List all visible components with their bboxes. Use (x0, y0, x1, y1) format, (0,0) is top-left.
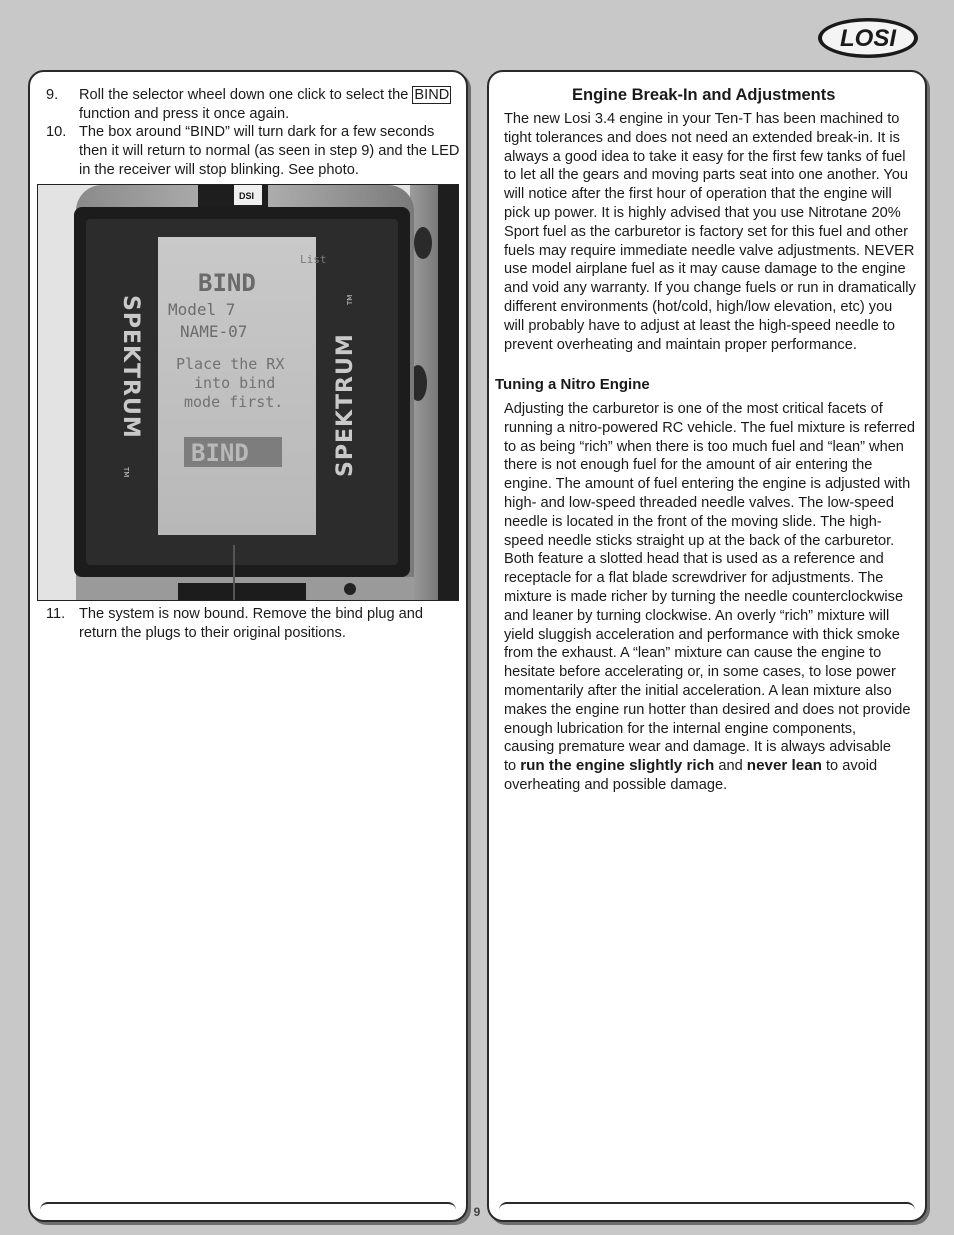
step-text: Roll the selector wheel down one click to select the BIND function and press it once again. (79, 87, 450, 122)
screen-title: BIND (198, 269, 256, 297)
transmitter-bind-photo (37, 184, 459, 601)
tuning-paragraph: Adjusting the carburetor is one of the most critical facets of running a nitro-powered RC vehicle. The fuel mixture is referred to as being “rich” when there is too much fuel and “lean” when there is not enough fuel for the amount of air entering the engine. The amount of fuel entering the engine is adjusted with high- and low-speed threaded needle valves. The low-speed needle is located in the front of the moving slide. The high- speed needle sticks straight up at the back of the carburetor. Both feature a slotted head that is used as a reference and receptacle for a flat blade screwdriver for adjustments. The mixture is made richer by turning the needle counterclockwise and leaner by turning clockwise. An overly “rich” mixture will yield sluggish acceleration and performance with thick smoke from the exhaust. A “lean” mixture can cause the engine to hesitate before accelerating or, in some cases, to lose power momentarily after the initial acceleration. A lean mixture also makes the engine run hotter than desired and does not provide enough lubrication for the internal engine components, causing premature wear and damage. It is always advisable to run the engine slightly rich and never lean to avoid overheating and possible damage. (504, 400, 920, 795)
transmitter-illustration (38, 185, 459, 601)
selector-dial-icon (414, 227, 432, 259)
losi-logo (816, 14, 920, 60)
screen-bind-option: BIND (191, 439, 249, 467)
screen-model: Model 7 (168, 300, 236, 319)
left-panel-footer-rule (40, 1202, 456, 1210)
screen-instruction-3: mode first. (184, 393, 284, 411)
page-number: 9 (473, 1205, 481, 1219)
intro-paragraph: The new Losi 3.4 engine in your Ten-T has been machined to tight tolerances and does not need an extended break-in. It is always a good idea to take it easy for the first few tanks of fuel to let all the gears and moving parts seat into one another. You will notice after the first hour of operation that the engine will pick up power. It is highly advised that you use Nitrotane 20% Sport fuel as the carburetor is factory set for this fuel and other fuels may require immediate needle valve adjustments. NEVER use model airplane fuel as it may cause damage to the engine and void any warranty. If you change fuels or run in dramatically different environments (hot/cold, high/low elevation, etc) you will probably have to adjust at least the high-speed needle to prevent overheating and maintain proper performance. (504, 111, 916, 353)
closing-line: to run the engine slightly rich and never lean to avoid (504, 757, 878, 775)
list-item-step-9 (46, 86, 460, 124)
screen-instruction-2: into bind (194, 374, 276, 392)
subheading-tuning-nitro-engine: Tuning a Nitro Engine (495, 376, 650, 393)
right-panel-footer-rule (499, 1202, 915, 1210)
emphasis-slightly-rich: run the engine slightly rich (520, 757, 715, 775)
logo-text: LOSI (839, 25, 897, 52)
step-number: 10. (46, 124, 67, 140)
bind-boxed-label: BIND (414, 87, 450, 103)
step-text: The system is now bound. Remove the bind plug and return the plugs to their original positions. (79, 606, 423, 641)
screen-model-name: NAME-07 (180, 322, 248, 341)
step-number: 11. (46, 606, 66, 622)
section-heading-engine-break-in: Engine Break-In and Adjustments (572, 86, 836, 104)
spektrum-label-left: SPEKTRUM (118, 295, 143, 439)
step-number: 9. (46, 87, 59, 103)
step-text: The box around “BIND” will turn dark for a few seconds then it will return to normal (as seen in step 9) and the LED in the receiver will stop blinking. See photo. (79, 124, 460, 178)
list-item-step-11 (46, 605, 460, 643)
dsi-badge: DSI (239, 191, 255, 201)
spektrum-label-right: SPEKTRUM (333, 333, 358, 477)
screen-list-label: List (300, 253, 327, 266)
tm-left: TM (122, 467, 130, 478)
screen-instruction-1: Place the RX (176, 355, 285, 373)
tm-right: TM (346, 294, 354, 305)
emphasis-never-lean: never lean (746, 757, 822, 775)
list-item-step-10 (46, 123, 460, 179)
